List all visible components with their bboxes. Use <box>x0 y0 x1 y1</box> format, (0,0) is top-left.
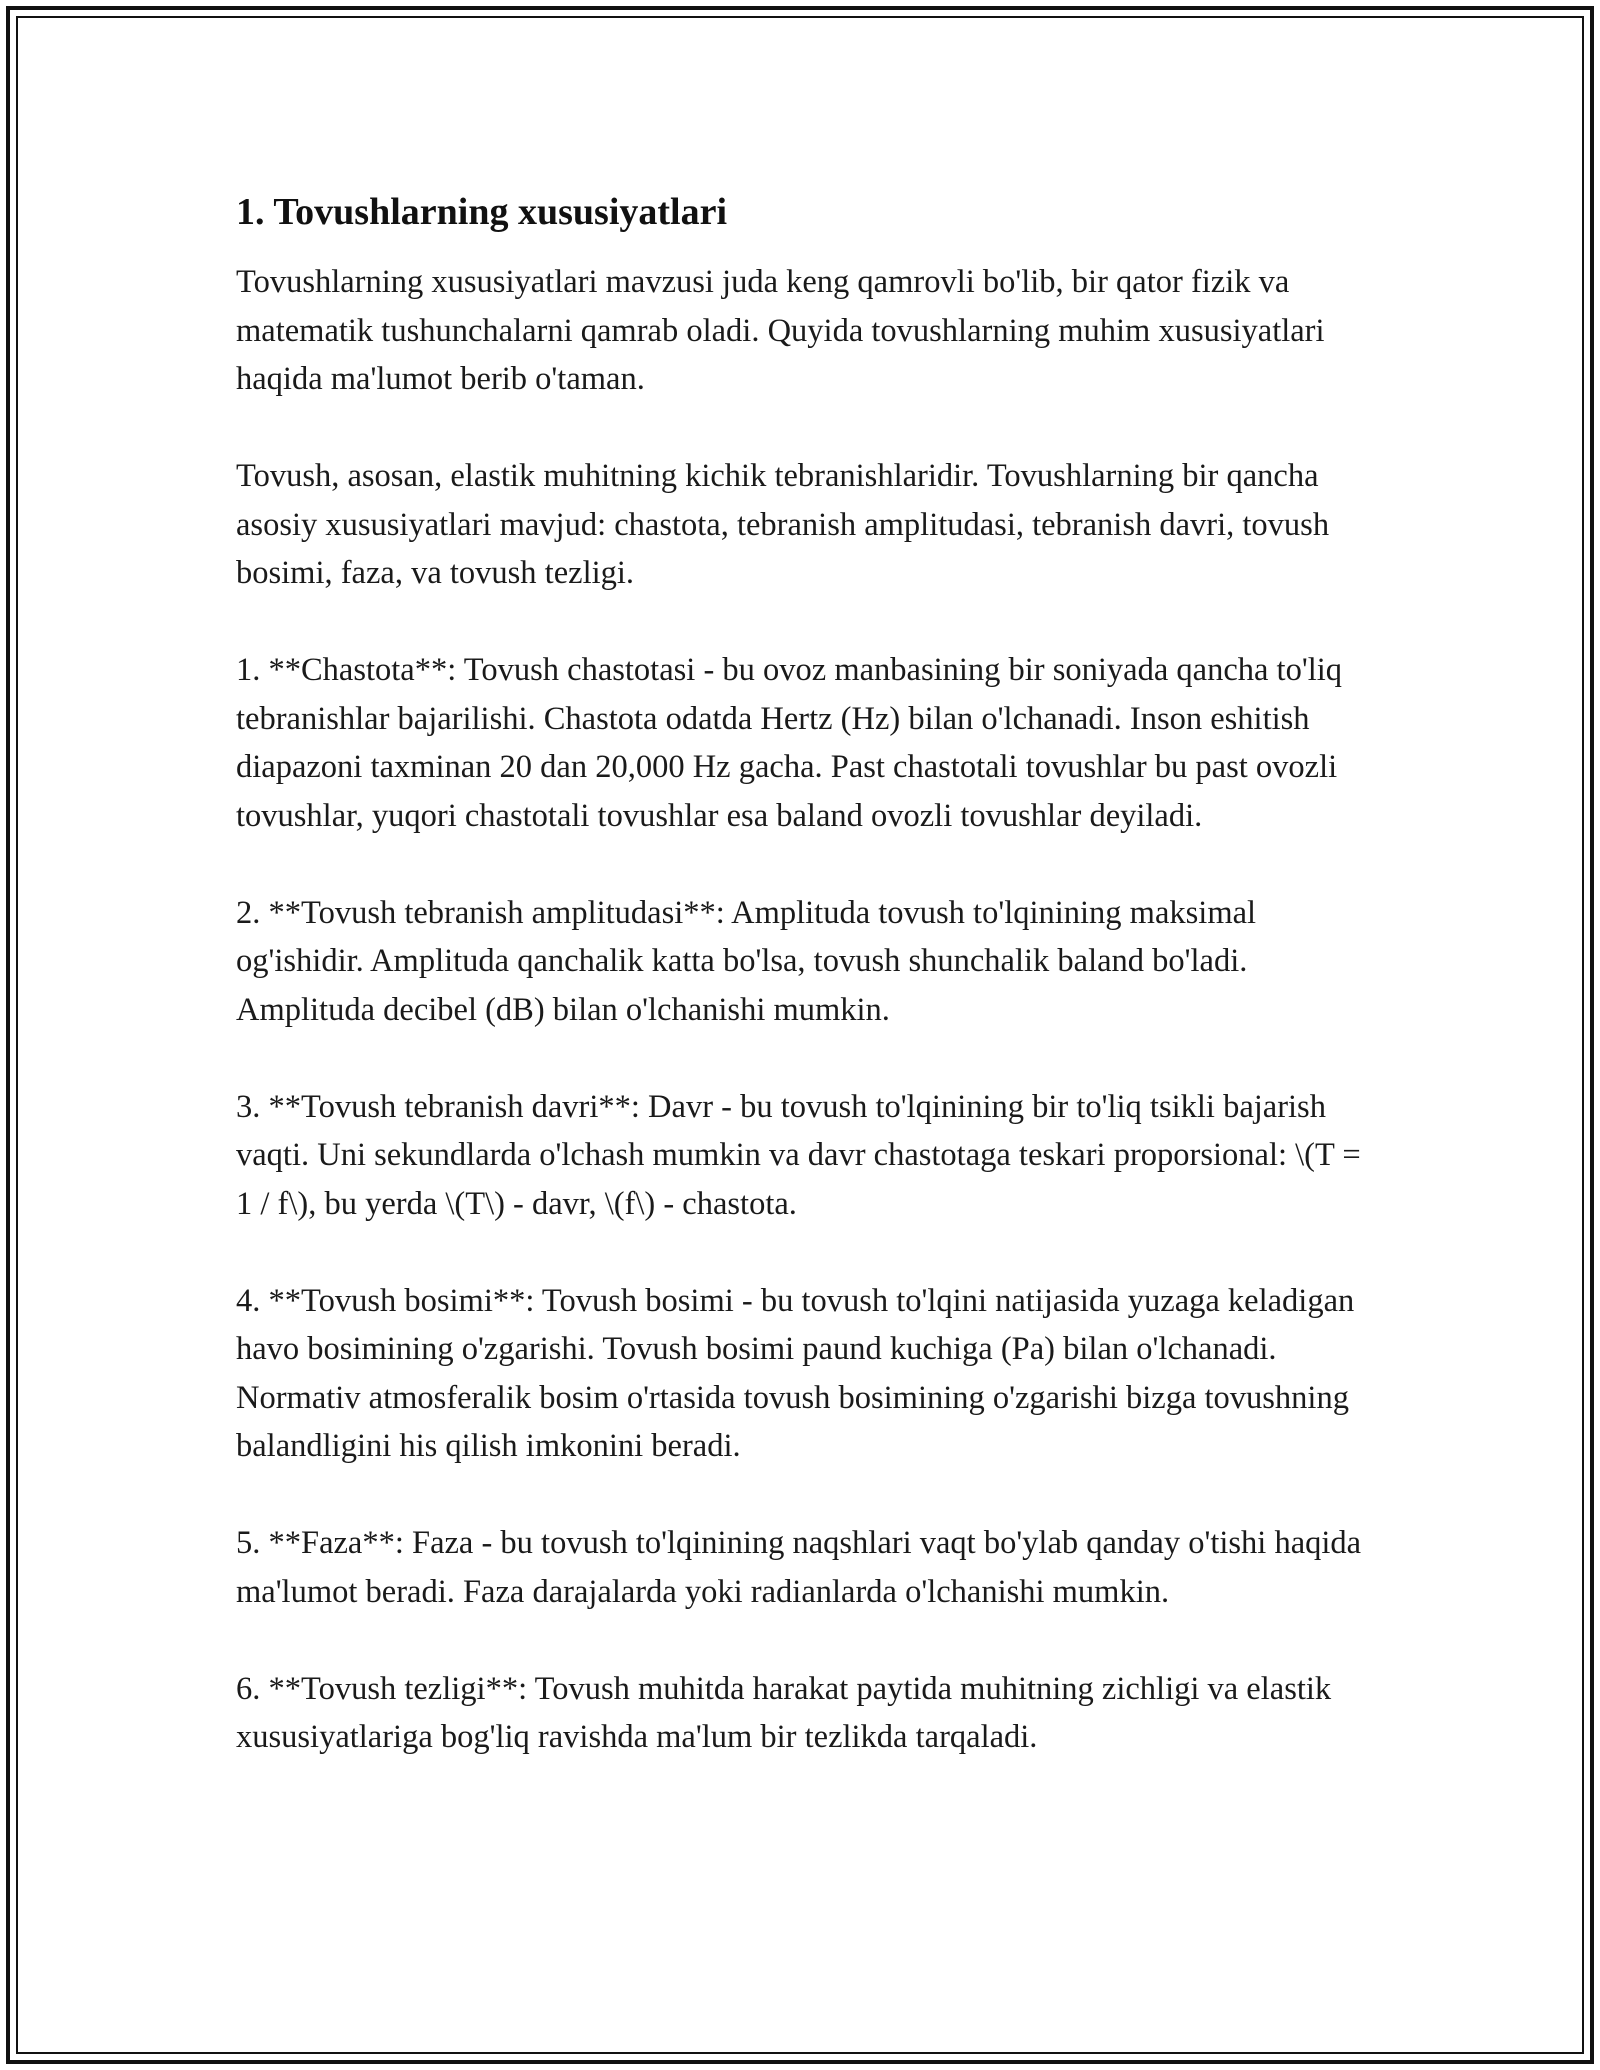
paragraph-tezlik: 6. **Tovush tezligi**: Tovush muhitda harakat paytida muhitning zichligi va elastik xususiyatlariga bog'liq ravishda ma'lum bir tezlikda tarqaladi. <box>236 1670 1332 1755</box>
document-title: 1. Tovushlarning xususiyatlari <box>236 191 728 233</box>
document-body <box>236 188 1366 1810</box>
paragraph-faza: 5. **Faza**: Faza - bu tovush to'lqinining naqshlari vaqt bo'ylab qanday o'tishi haqida ma'lumot beradi. Faza darajalarda yoki radianlarda o'lchanishi mumkin. <box>236 1525 1362 1610</box>
paragraph-bosim: 4. **Tovush bosimi**: Tovush bosimi - bu tovush to'lqini natijasida yuzaga keladigan havo bosimining o'zgarishi. Tovush bosimi paund kuchiga (Pa) bilan o'lchanadi. Normativ atmosferalik bosim o'rtasida tovush bosimining o'zgarishi bizga tovushning balandligini his qilish imkonini beradi. <box>236 1282 1355 1464</box>
paragraph-chastota: 1. **Chastota**: Tovush chastotasi - bu ovoz manbasining bir soniyada qancha to'liq tebranishlar bajarilishi. Chastota odatda Hertz (Hz) bilan o'lchanadi. Inson eshitish diapazoni taxminan 20 dan 20,000 Hz gacha. Past chastotali tovushlar bu past ovozli tovushlar, yuqori chastotali tovushlar esa baland ovozli tovushlar deyiladi. <box>236 652 1342 834</box>
paragraph-amplituda: 2. **Tovush tebranish amplitudasi**: Amplituda tovush to'lqinining maksimal og'ishidir. Amplituda qanchalik katta bo'lsa, tovush shunchalik baland bo'ladi. Amplituda decibel (dB) bilan o'lchanishi mumkin. <box>236 894 1257 1028</box>
paragraph-intro: Tovushlarning xususiyatlari mavzusi juda keng qamrovli bo'lib, bir qator fizik va matematik tushunchalarni qamrab oladi. Quyida tovushlarning muhim xususiyatlari haqida ma'lumot berib o'taman. <box>236 264 1325 397</box>
paragraph-davr: 3. **Tovush tebranish davri**: Davr - bu tovush to'lqinining bir to'liq tsikli bajarish vaqti. Uni sekundlarda o'lchash mumkin va davr chastotaga teskari proporsional: \(T = 1 / f\), bu yerda \(T\) - davr, \(f\) - chastota. <box>236 1088 1361 1222</box>
paragraph-overview: Tovush, asosan, elastik muhitning kichik tebranishlaridir. Tovushlarning bir qancha asosiy xususiyatlari mavjud: chastota, tebranish amplitudasi, tebranish davri, tovush bosimi, faza, va tovush tezligi. <box>236 458 1330 591</box>
